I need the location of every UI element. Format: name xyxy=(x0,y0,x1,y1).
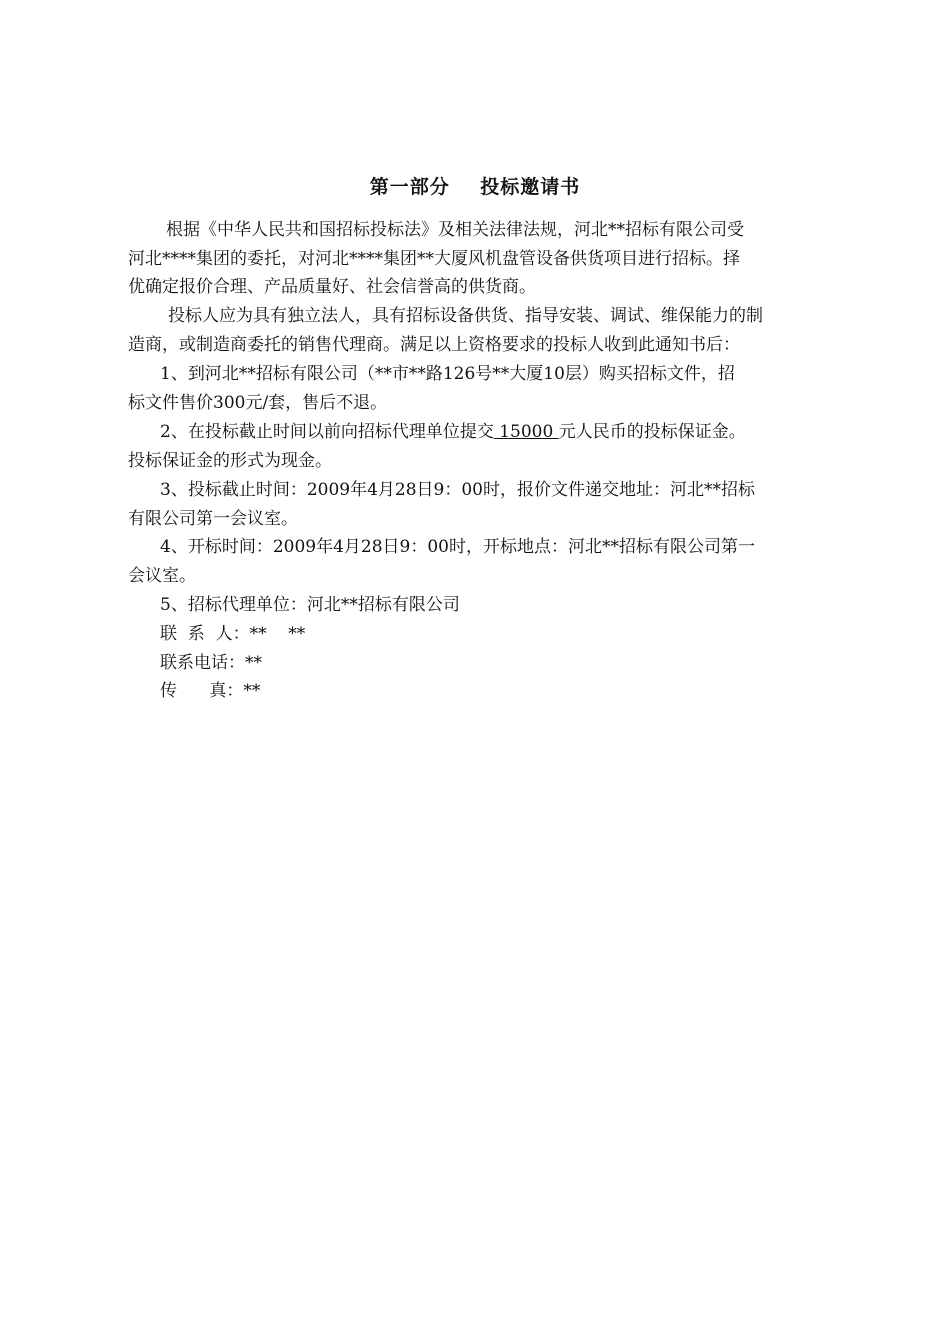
list-item-4: 4、开标时间：2009年4月28日9：00时，开标地点：河北**招标有限公司第一 xyxy=(160,537,755,557)
list-item-4-cont: 会议室。 xyxy=(128,566,196,586)
list-item-2 xyxy=(160,421,746,443)
paragraph-line: 优确定报价合理、产品质量好、社会信誉高的供货商。 xyxy=(128,277,536,297)
paragraph-line: 根据《中华人民共和国招标投标法》及相关法律法规，河北**招标有限公司受 xyxy=(166,220,744,240)
list-item-3-cont: 有限公司第一会议室。 xyxy=(128,509,298,529)
deposit-amount: 15000 xyxy=(493,422,559,442)
list-item-2-text-end: 元人民币的投标保证金。 xyxy=(558,422,746,442)
list-item-5: 5、招标代理单位：河北**招标有限公司 xyxy=(160,595,460,615)
paragraph-line: 造商，或制造商委托的销售代理商。满足以上资格要求的投标人收到此通知书后： xyxy=(128,335,740,355)
list-item-2-cont: 投标保证金的形式为现金。 xyxy=(128,451,332,471)
contact-person: 联 系 人：** ** xyxy=(160,624,306,644)
paragraph-line: 河北****集团的委托，对河北****集团**大厦风机盘管设备供货项目进行招标。择 xyxy=(128,249,740,269)
contact-fax: 传 真：** xyxy=(160,681,261,701)
paragraph-line: 投标人应为具有独立法人，具有招标设备供货、指导安装、调试、维保能力的制 xyxy=(168,306,763,326)
list-item-1-cont: 标文件售价300元/套，售后不退。 xyxy=(128,393,388,413)
list-item-2-text: 2、在投标截止时间以前向招标代理单位提交 xyxy=(160,422,494,442)
list-item-3: 3、投标截止时间：2009年4月28日9：00时，报价文件递交地址：河北**招标 xyxy=(160,480,755,500)
contact-phone: 联系电话：** xyxy=(160,653,262,673)
page-title: 第一部分 投标邀请书 xyxy=(369,176,581,198)
list-item-1: 1、到河北**招标有限公司（**市**路126号**大厦10层）购买招标文件，招 xyxy=(160,364,735,384)
